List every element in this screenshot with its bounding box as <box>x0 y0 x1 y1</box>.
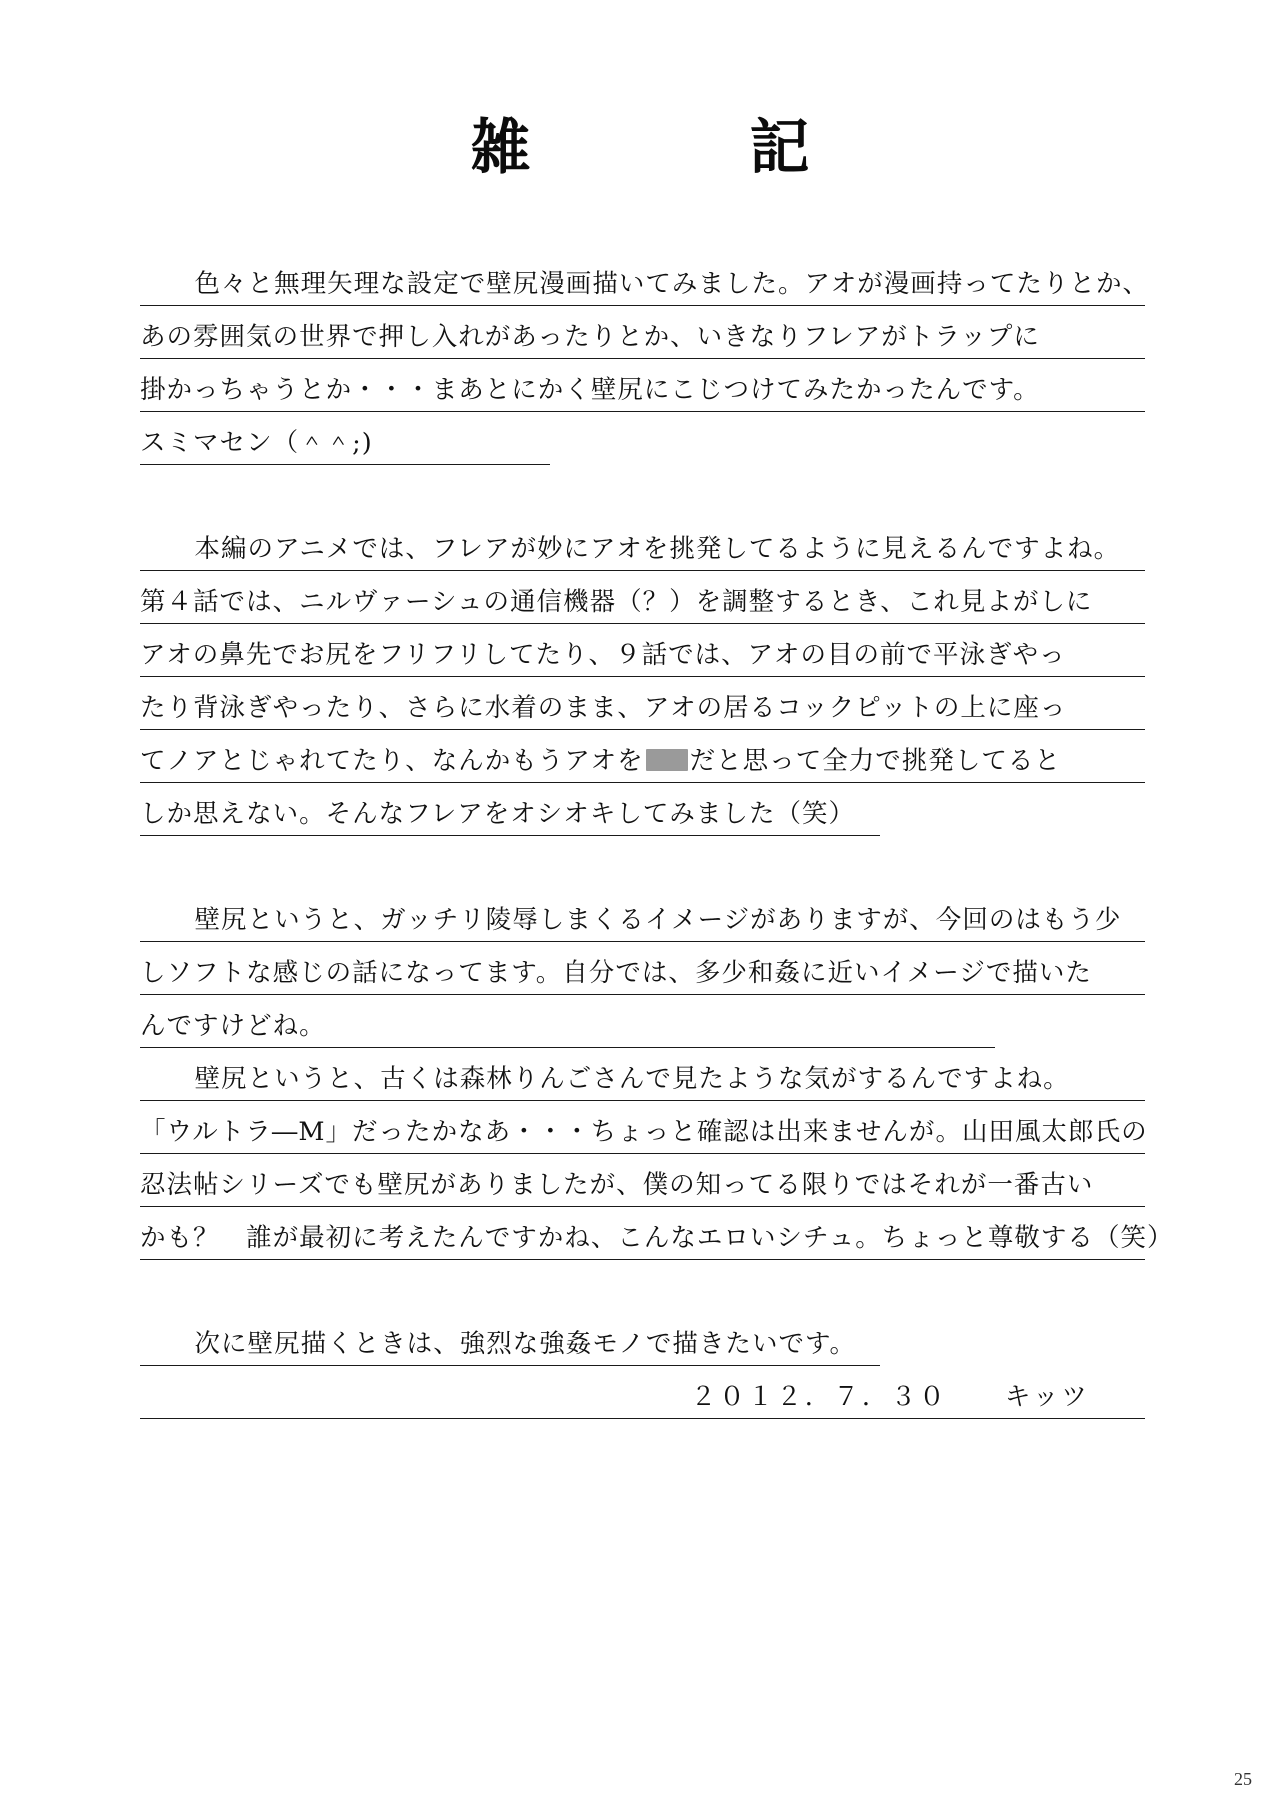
text-line: んですけどね。 <box>140 1000 1145 1053</box>
paragraph-spacer <box>140 1265 1145 1318</box>
text-line: かも？ 誰が最初に考えたんですかね、こんなエロいシチュ。ちょっと尊敬する（笑） <box>140 1212 1145 1265</box>
text-line: 次に壁尻描くときは、強烈な強姦モノで描きたいです。 <box>140 1318 1145 1371</box>
text-line: アオの鼻先でお尻をフリフリしてたり、９話では、アオの目の前で平泳ぎやっ <box>140 629 1145 682</box>
text-line: 第４話では、ニルヴァーシュの通信機器（？）を調整するとき、これ見よがしに <box>140 576 1145 629</box>
redacted-line-before: てノアとじゃれてたり、なんかもうアオを <box>140 746 644 776</box>
paragraph-1 <box>140 258 1149 470</box>
paragraph-spacer <box>140 841 1145 894</box>
text-line: スミマセン（＾＾;) <box>140 417 1145 470</box>
text-line: しか思えない。そんなフレアをオシオキしてみました（笑） <box>140 788 1145 841</box>
text-line: 忍法帖シリーズでも壁尻がありましたが、僕の知ってる限りではそれが一番古い <box>140 1159 1145 1212</box>
text-line-redacted <box>140 735 1145 788</box>
page-number: 25 <box>1234 1769 1252 1789</box>
redacted-line-after: だと思って全力で挑発してると <box>689 746 1061 776</box>
text-line: あの雰囲気の世界で押し入れがあったりとか、いきなりフレアがトラップに <box>140 311 1145 364</box>
paragraph-2 <box>140 523 1145 841</box>
text-line: 掛かっちゃうとか・・・まあとにかく壁尻にこじつけてみたかったんです。 <box>140 364 1145 417</box>
page-title: 雑 記 <box>470 113 843 183</box>
paragraph-5 <box>140 1318 1145 1371</box>
text-line: 壁尻というと、古くは森林りんごさんで見たような気がするんですよね。 <box>140 1053 1145 1106</box>
document-body <box>140 258 1174 1424</box>
text-line: たり背泳ぎやったり、さらに水着のまま、アオの居るコックピットの上に座っ <box>140 682 1145 735</box>
text-line: 色々と無理矢理な設定で壁尻漫画描いてみました。アオが漫画持ってたりとか、 <box>140 258 1145 311</box>
text-line: 「ウルトラ―M」だったかなあ・・・ちょっと確認は出来ませんが。山田風太郎氏の <box>140 1106 1145 1159</box>
paragraph-spacer <box>140 470 1145 523</box>
text-line: しソフトな感じの話になってます。自分では、多少和姦に近いイメージで描いた <box>140 947 1145 1000</box>
text-line: 壁尻というと、ガッチリ陵辱しまくるイメージがありますが、今回のはもう少 <box>140 894 1145 947</box>
signature-line: ２０１２．７．３０ キッツ <box>140 1371 1145 1424</box>
paragraph-4 <box>140 1053 1174 1265</box>
redaction-block-icon <box>646 749 688 771</box>
text-line: 本編のアニメでは、フレアが妙にアオを挑発してるように見えるんですよね。 <box>140 523 1145 576</box>
paragraph-3 <box>140 894 1145 1053</box>
